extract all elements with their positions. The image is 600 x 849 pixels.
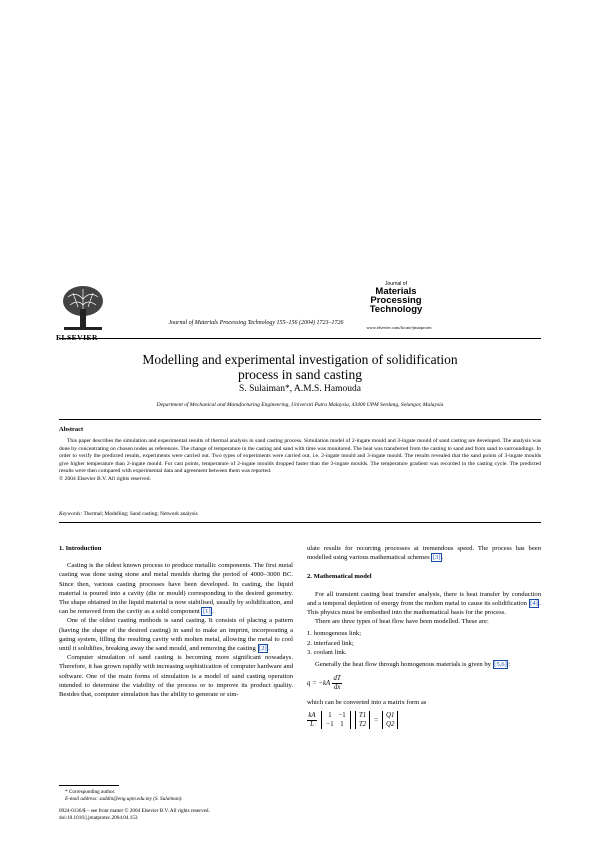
footnote-corresponding: * Corresponding author. — [65, 789, 116, 795]
journal-logo-line1: Materials — [375, 286, 417, 297]
right-column — [307, 544, 541, 729]
title-line-2: process in sand casting — [237, 367, 363, 382]
vector-cell: T1 — [359, 712, 367, 720]
math-p1-end: . This physics must be embodied into the mathematical basis for the process. — [307, 599, 541, 617]
keywords-label: Keywords: — [59, 511, 83, 517]
math-paragraph-2: There are three types of heat flow have been modelled. These are: — [315, 618, 489, 626]
abstract-copyright: © 2004 Elsevier B.V. All rights reserved. — [59, 475, 151, 482]
matrix-cell: −1 — [338, 712, 346, 720]
heat-flow-list — [307, 629, 541, 657]
eq1-numerator: dT — [333, 675, 341, 683]
intro-p1-end: . — [212, 608, 214, 616]
eq2-numerator: kA — [308, 711, 316, 719]
header-rule — [59, 338, 541, 339]
footnotes — [59, 789, 293, 822]
eq1-fraction — [332, 675, 342, 692]
section-2-heading: 2. Mathematical model — [307, 573, 372, 581]
intro-p2-end: . — [268, 645, 270, 653]
affiliation: Department of Mechanical and Manufacturing Engineering, Universiti Putra Malaysia, 43400 UPM Serdang, Selangor, Malaysia — [156, 402, 444, 408]
ref-link-1[interactable]: [1] — [202, 608, 211, 616]
article-title — [60, 352, 540, 382]
title-line-1: Modelling and experimental investigation of solidification — [142, 352, 458, 367]
stiffness-matrix — [321, 711, 351, 729]
issn-line: 0924-0136/$ – see front matter © 2004 Elsevier B.V. All rights reserved. — [59, 808, 210, 814]
ref-link-5-6[interactable]: [5,6] — [494, 661, 507, 669]
keywords-list: Thermal; Modelling; Sand casting; Network analysis — [83, 511, 198, 517]
abstract-bottom-rule — [59, 522, 541, 523]
ref-link-2[interactable]: [2] — [259, 645, 267, 653]
authors: S. Sulaiman*, A.M.S. Hamouda — [239, 384, 361, 394]
ref-link-3[interactable]: [3] — [432, 554, 441, 562]
journal-logo-line2: Processing — [370, 295, 422, 306]
heat-vector — [382, 711, 398, 729]
left-column — [59, 544, 293, 699]
publisher-name: ELSEVIER — [56, 333, 98, 342]
journal-logo — [366, 281, 426, 314]
abstract-text: This paper describes the simulation and experimental results of thermal analysis in sand casting process. Simulation model of 2-ingate mould and 3-ingate mould of sand casting are developed. The analysis was done by concentrating on chosen nodes as references. The change of temperature in the casting and sand with time was monitored. The heat was transferred from the casting to sand and from sand to surroundings. In order to verify the predicted results, experiments were carried out. Two types of experiments were carried out, i.e. 2-ingate mould and 3-ingate mould. The results revealed that the sand points of 3-ingate moulds give higher temperature than 2-ingate mould. For cast points, temperature of 2-ingate moulds dropped faster than the 3-ingate moulds. The temperature gradient was recorded in the casting cycle. The predicted results were then compared with experimental data and agreement between them was reported. — [59, 438, 541, 475]
intro-p2-text: One of the oldest casting methods is sand casting. It consists of placing a pattern (having the shape of the desired casting) in sand to make an imprint, incorporating a gating system, filling the resulting cavity with molten metal, allowing the metal to cool until it solidifies, breaking away the sand mould, and removing the casting — [59, 617, 293, 653]
vector-cell: Q1 — [386, 712, 395, 720]
elsevier-tree-logo — [58, 283, 108, 333]
abstract-top-rule — [59, 419, 541, 420]
equation-1 — [307, 675, 541, 692]
equation-2: $\frac{kA}{L}$ 1 −1 −1 1 T1 T2 = Q1 Q2 — [307, 711, 541, 729]
eq2-denominator: L — [307, 720, 317, 729]
vector-cell: Q2 — [386, 721, 395, 729]
continued-paragraph — [307, 544, 541, 562]
journal-citation: Journal of Materials Processing Technology 155–156 (2004) 1723–1726 — [168, 320, 344, 326]
math-p3-text: Generally the heat flow through homogenous materials is given by — [315, 661, 491, 669]
eq2-fraction — [307, 712, 317, 729]
footnote-email: E-mail address: suddin@eng.upm.edu.my (S. Sulaiman). — [65, 796, 183, 802]
matrix-cell: 1 — [328, 712, 332, 720]
abstract-heading: Abstract — [59, 426, 84, 433]
matrix-cell: 1 — [340, 721, 344, 729]
list-item: 2. interfaced link; — [307, 639, 354, 647]
math-p3-end: : — [508, 661, 511, 669]
list-item: 3. coolant link. — [307, 648, 347, 656]
intro-paragraph-3: Computer simulation of sand casting is becoming more significant nowadays. Therefore, it has grown rapidly with increasing sophistication of computer hardware and software. One of the main forms of simulation is a model of sand casting operation intended to determine the viability of the process or to improve its product quality. Besides that, computer simulation has the ability to generate or sim- — [59, 654, 293, 699]
abstract-body — [59, 438, 541, 484]
ref-link-4[interactable]: [4] — [530, 599, 538, 607]
math-p1-text: For all transient casting heat transfer analysis, there is heat transfer by conduction and a temporal depletion of energy from the molten metal to cause its solidification — [307, 590, 541, 607]
section-1-heading: 1. Introduction — [59, 545, 102, 552]
continued-text: ulate results for recurring processes at tremendous speed. The process has been modelled using various mathematical schemes — [307, 545, 541, 562]
math-paragraph-4: which can be converted into a matrix form as — [307, 699, 427, 707]
math-paragraph-3 — [307, 660, 541, 669]
continued-end: . — [442, 554, 444, 562]
matrix-cell: −1 — [326, 721, 334, 729]
intro-p1-text: Casting is the oldest known process to produce metallic components. The first metal casting was done using stone and metal moulds during the period of 4000–3000 BC. Since then, various casting processes have been developed. In casting, the liquid material is poured into a cavity (die or mould) corresponding to the desired geometry. The shape obtained in the liquid material is now stabilised, usually by solidification, and can be removed from the cavity as a solid component — [59, 562, 293, 616]
list-item: 1. homogenous link; — [307, 630, 362, 638]
keywords — [59, 511, 541, 517]
eq1-denominator: dx — [333, 684, 341, 692]
vector-cell: T2 — [359, 721, 367, 729]
math-paragraph-1 — [307, 590, 541, 618]
eq1-lhs: q = −kA — [307, 680, 331, 688]
journal-logo-line3: Technology — [369, 304, 423, 315]
doi-line: doi:10.1016/j.jmatprotec.2004.04.153 — [59, 815, 138, 821]
journal-logo-small: Journal of — [385, 281, 407, 287]
intro-paragraph-1 — [59, 561, 293, 616]
temperature-vector — [355, 711, 370, 729]
intro-paragraph-2 — [59, 616, 293, 653]
footnote-rule — [59, 785, 119, 786]
journal-url: www.elsevier.com/locate/jmatprotec — [366, 325, 432, 330]
